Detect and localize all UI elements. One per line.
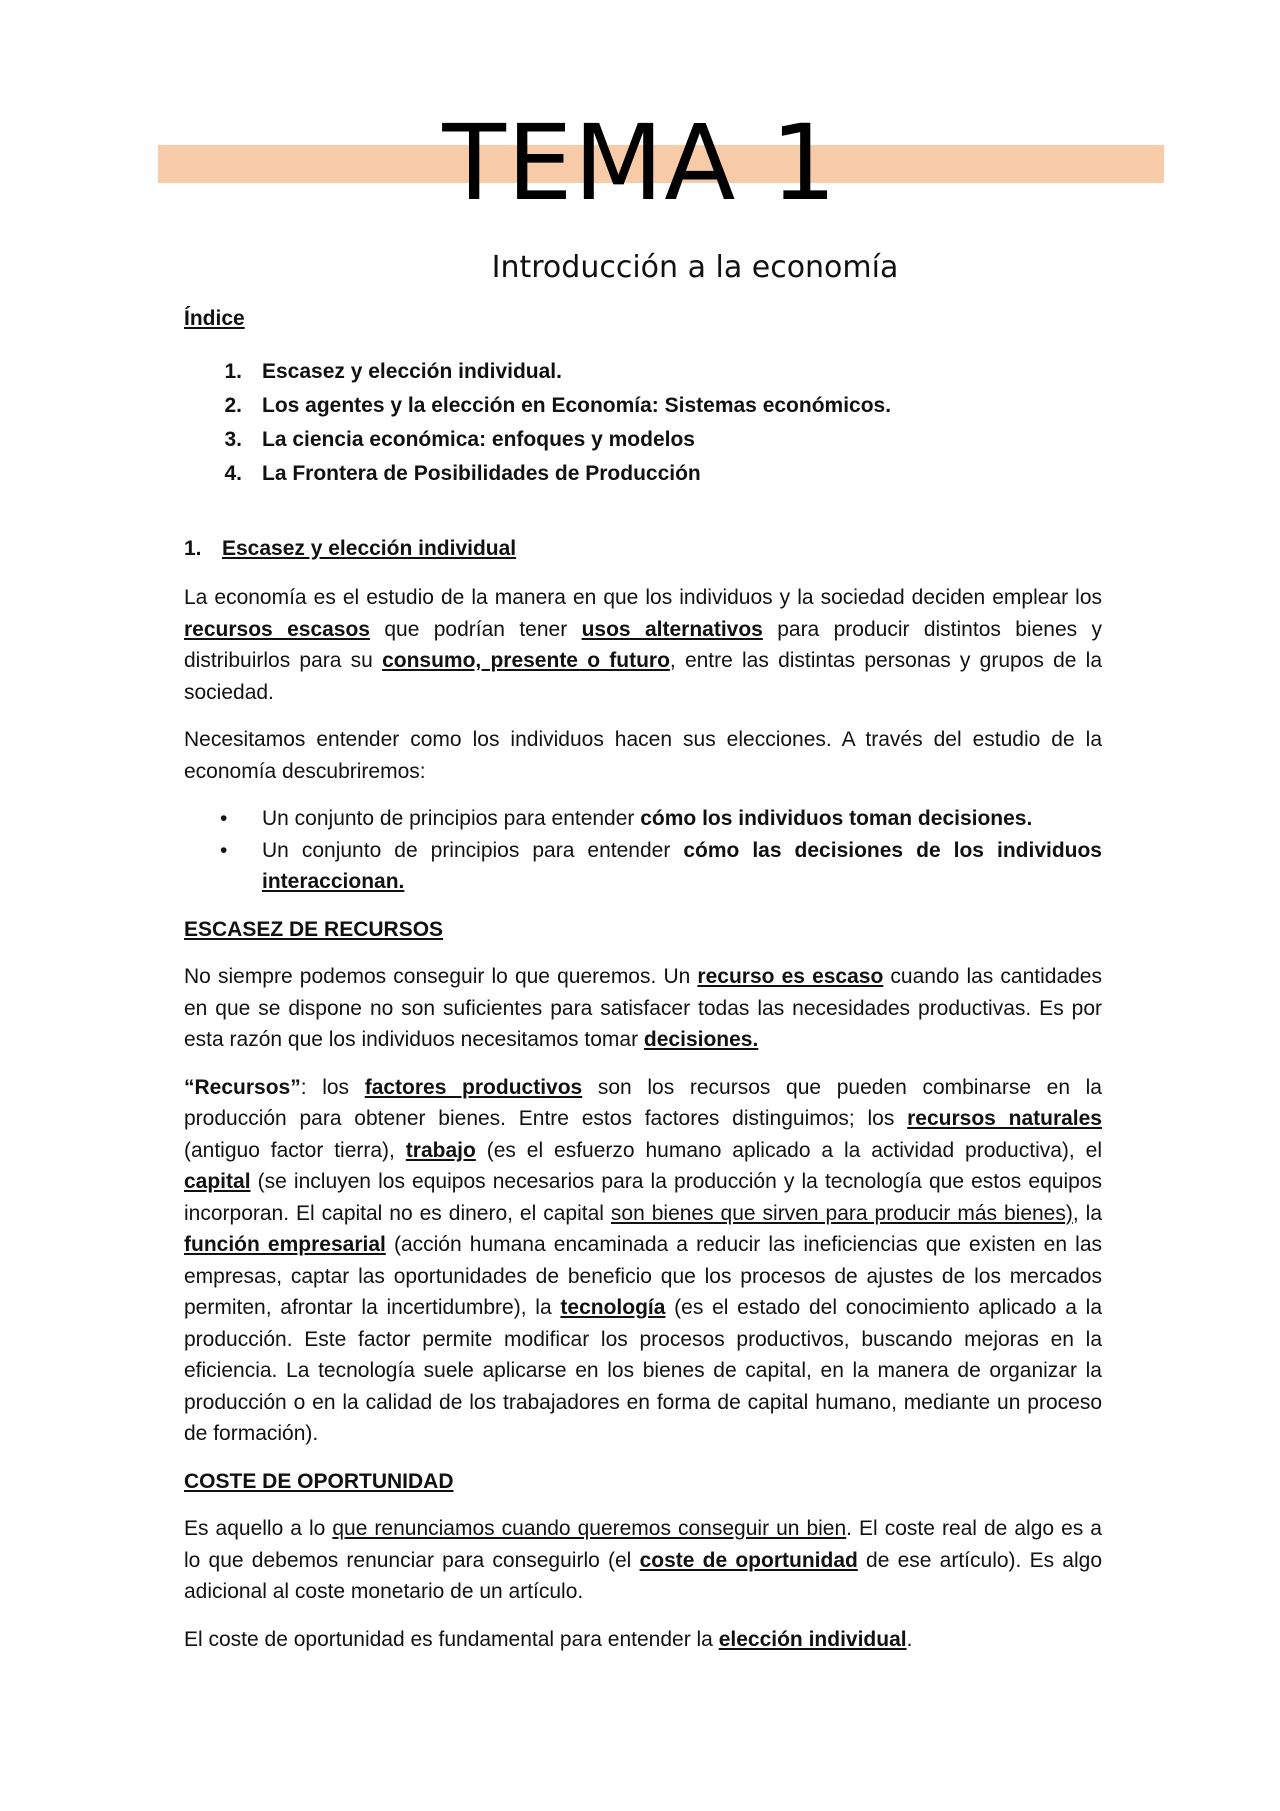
paragraph-coste-fundamental: El coste de oportunidad es fundamental para entender la elección individual. xyxy=(184,1627,913,1651)
page-title: TEMA 1 xyxy=(442,102,838,224)
bullet-icon: • xyxy=(220,838,228,862)
bullet-item: • Un conjunto de principios para entender cómo los individuos toman decisiones. xyxy=(184,803,1102,835)
index-item: 1. Escasez y elección individual. xyxy=(224,359,562,383)
escasez-heading: ESCASEZ DE RECURSOS xyxy=(184,917,444,941)
index-list xyxy=(184,355,1102,491)
index-item: 3. La ciencia económica: enfoques y modelos xyxy=(224,427,695,451)
index-heading: Índice xyxy=(184,307,245,330)
section-1-heading: 1. Escasez y elección individual xyxy=(184,536,517,560)
coste-heading: COSTE DE OPORTUNIDAD xyxy=(184,1469,454,1493)
document-body xyxy=(184,303,1102,1671)
index-item: 4. La Frontera de Posibilidades de Producción xyxy=(224,461,701,485)
paragraph-recursos: “Recursos”: los factores productivos son los recursos que pueden combinarse en la producción para obtener bienes. Entre estos factores distinguimos; los recursos naturales (antiguo factor tierra), trabajo (es el esfuerzo humano aplicado a la actividad productiva), el capital (se incluyen los equipos necesarios para la producción y la tecnología que estos equipos incorporan. El capital no es dinero, el capital son bienes que sirven para producir más bienes), la función empresarial (acción humana encaminada a reducir las ineficiencias que existen en las empresas, captar las oportunidades de beneficio que los procesos de ajustes de los mercados permiten, afrontar la incertidumbre), la tecnología (es el estado del conocimiento aplicado a la producción. Este factor permite modificar los procesos productivos, buscando mejoras en la eficiencia. La tecnología suele aplicarse en los bienes de capital, en la manera de organizar la producción o en la calidad de los trabajadores en forma de capital humano, mediante un proceso de formación). xyxy=(184,1075,1102,1445)
paragraph-coste: Es aquello a lo que renunciamos cuando queremos conseguir un bien. El coste real de algo es a lo que debemos renunciar para conseguirlo (el coste de oportunidad de ese artículo). Es algo adicional al coste monetario de un artículo. xyxy=(184,1517,1102,1603)
index-item: 2. Los agentes y la elección en Economía: Sistemas económicos. xyxy=(224,393,892,417)
paragraph-intro-list: Necesitamos entender como los individuos hacen sus elecciones. A través del estudio de la economía descubriremos: xyxy=(184,728,1102,783)
page-subtitle: Introducción a la economía xyxy=(491,250,899,285)
bullet-icon: • xyxy=(220,807,228,830)
bullet-item: • Un conjunto de principios para entender cómo las decisiones de los individuos interaccionan. xyxy=(184,835,1102,898)
paragraph-definition: La economía es el estudio de la manera en que los individuos y la sociedad deciden emplear los recursos escasos que podrían tener usos alternativos para producir distintos bienes y distribuirlos para su consumo, presente o futuro, entre las distintas personas y grupos de la sociedad. xyxy=(184,586,1102,704)
paragraph-escasez: No siempre podemos conseguir lo que queremos. Un recurso es escaso cuando las cantidades en que se dispone no son suficientes para satisfacer todas las necesidades productivas. Es por esta razón que los individuos necesitamos tomar decisiones. xyxy=(184,965,1102,1051)
bullet-list xyxy=(184,803,1102,898)
